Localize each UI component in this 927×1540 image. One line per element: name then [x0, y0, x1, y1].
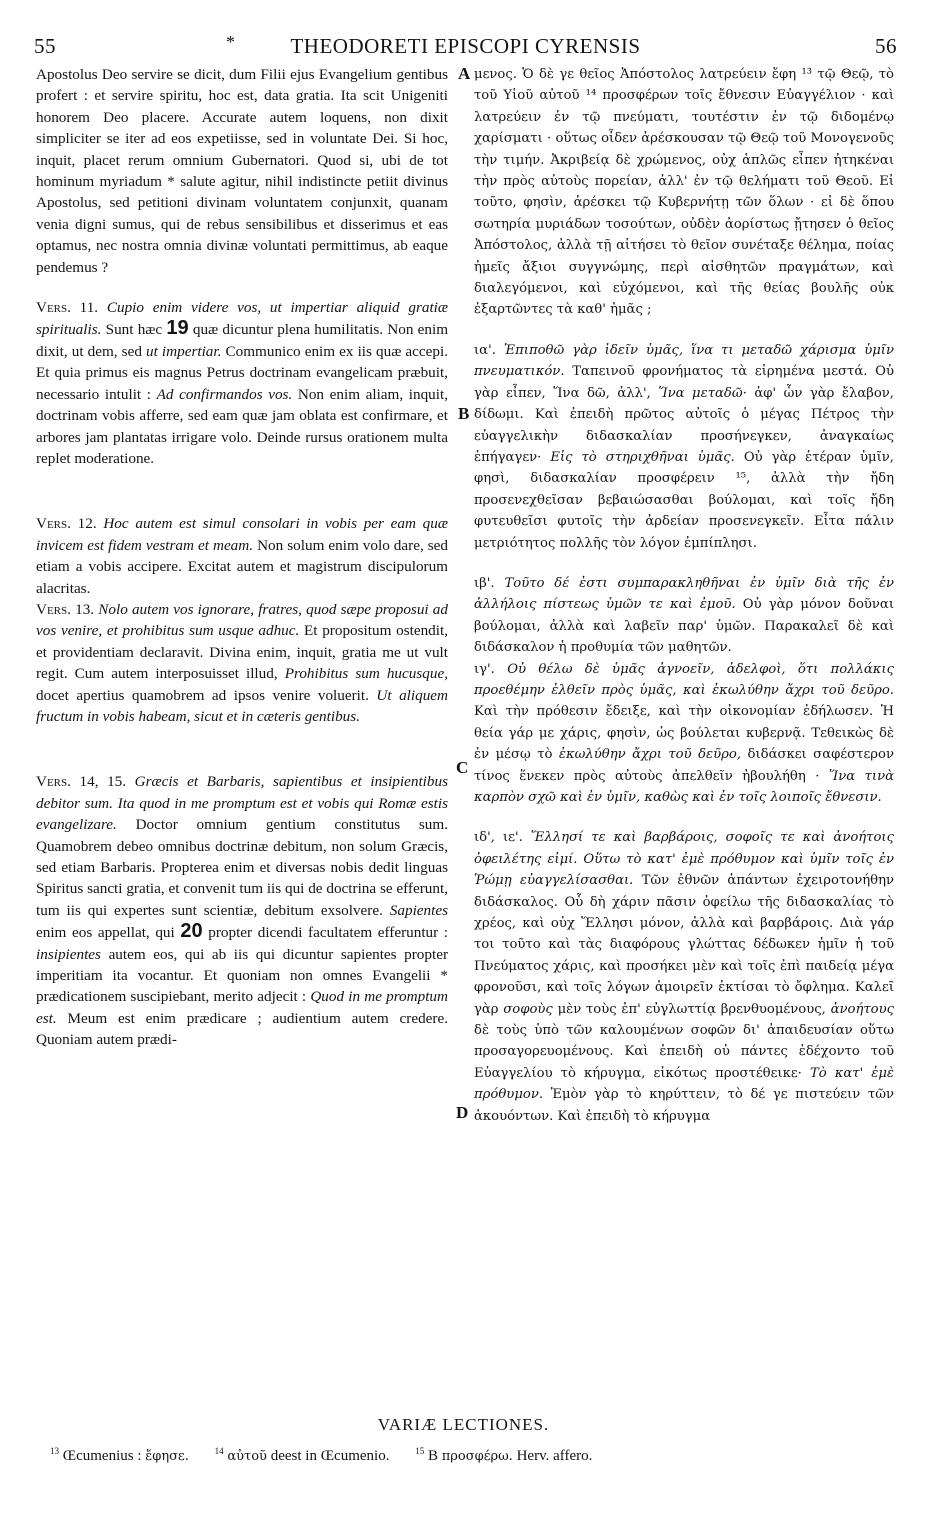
greek-verse-13 [474, 659, 894, 809]
scripture-quote: insipientes [36, 945, 101, 963]
greek-verse-14-15 [474, 827, 894, 1127]
scripture-quote: Sapientes [389, 901, 449, 919]
commentary-text: propter dicendi facultatem efferuntur : [208, 924, 449, 942]
verse-label: Vers. 13. [36, 600, 95, 618]
verse-label: ιγ'. [474, 661, 495, 677]
footnote-number: 13 [50, 1446, 59, 1456]
greek-verse-11 [474, 340, 894, 554]
footnote-13 [50, 1448, 193, 1464]
scripture-quote: Οὐ θέλω δὲ ὑμᾶς ἀγνοεῖν, ἀδελφοὶ, ὅτι πολλάκις προεθέμην ἐλθεῖν πρὸς ὑμᾶς, καὶ ἐκωλύθην ἄχρι τοῦ δεῦρο. [474, 661, 894, 698]
latin-verse-13 [36, 599, 448, 727]
commentary-text: Τῶν ἐθνῶν ἁπάντων ἐχειροτονήθην διδάσκαλος. Οὗ δὴ χάριν πᾶσιν ὀφείλω τῆς διδασκαλίας τὸ χρέος, καὶ οὐχ Ἕλλησι μόνον, ἀλλὰ καὶ βαρβάροις. Διὰ γάρ τοι τοῦτο καὶ τὰς διαφόρους γλώττας δέδωκεν ἡμῖν ἡ τοῦ Πνεύματος χάρις, καὶ προσήκει μὲν καὶ τοῖς ἐπὶ παιδείᾳ μέγα φρονοῦσι, καὶ τοῖς λόγων ἀμοιρεῖν ἐκτίσαι τὸ ὄφλημα. Καλεῖ γὰρ [474, 873, 894, 1017]
scripture-quote: Εἰς τὸ στηριχθῆναι ὑμᾶς. [550, 449, 735, 465]
commentary-text: autem eos, qui ab iis qui dicuntur sapientes propter imperitiam ita vocantur. Et quoniam non omnes Evangelii * prædicationem suscipiebant, merito adjecit : [36, 945, 449, 1006]
scripture-quote: Prohibitus sum hucusque, [284, 665, 448, 683]
commentary-text: Non enim aliam, inquit, doctrinam vobis afferre, sed eam quæ jam oblata est confirmare, et arbores jam plantatas irrigare volo. Deinde rursus orationem multa replet moderatione. [36, 385, 448, 467]
commentary-text: Ἐμὸν γὰρ τὸ κηρύττειν, τὸ δέ γε πιστεύειν τῶν ἀκουόντων. Καὶ ἐπειδὴ τὸ κήρυγμα [474, 1087, 894, 1124]
verse-label: Vers. 12. [36, 515, 97, 533]
commentary-text: Καὶ τὴν πρόθεσιν ἔδειξε, καὶ τὴν οἰκονομίαν ἐδήλωσεν. Ἡ θεία γάρ με χάρις, φησὶν, ὡς βούλεται κυβερνᾷ. Τεθεικὼς δὲ ἐν μέσῳ τὸ [474, 704, 894, 763]
latin-column [36, 64, 448, 1051]
variae-lectiones-heading: VARIÆ LECTIONES. [377, 1415, 550, 1434]
footnote-15 [415, 1448, 592, 1464]
footnote-text: Œcumenius : [62, 1448, 142, 1464]
column-number: 19 [166, 317, 189, 340]
scripture-quote: Nolo autem vos ignorare, fratres, quod sæpe proposui ad vos venire, et prohibitus sum usque adhuc. [36, 600, 448, 640]
commentary-text: διδάσκει σαφέστερον τίνος ἕνεκεν πρὸς αὐτοὺς ἀπελθεῖν ἠβουλήθη · [474, 747, 894, 784]
header-ornament: * [226, 32, 236, 52]
page-number-right: 56 [875, 34, 897, 58]
verse-label: ια'. [474, 342, 496, 358]
footnote-14 [215, 1448, 394, 1464]
footnote-text: Herv. affero. [516, 1448, 593, 1464]
scripture-quote: ἀνοήτους [830, 1001, 894, 1017]
scripture-quote: σοφοὺς [503, 1001, 553, 1017]
verse-label: Vers. 11. [36, 299, 99, 317]
commentary-text: Οὐ γὰρ ἑτέραν ὑμῖν, φησὶ, διδασκαλίαν προσφέρειν ¹⁵, ἀλλὰ τὴν ἤδη προσενεχθεῖσαν βεβαιώσασθαι βούλομαι, καὶ τοῖς ἤδη φυτευθεῖσι φυτοῖς τὴν ἀρδείαν προσενεγκεῖν. Εἶτα πάλιν μετριότητος πολλῆς τὸν λόγον ἐμπίπλησι. [474, 449, 894, 551]
scripture-quote: Græcis et Barbaris, sapientibus et insipientibus debitor sum. Ita quod in me promptum est et vobis qui Romæ estis evangelizare. [36, 773, 448, 834]
footnote-text: B [427, 1448, 438, 1464]
margin-letter-b: B [458, 404, 470, 423]
scripture-quote: ἐκωλύθην ἄχρι τοῦ δεῦρο, [558, 747, 742, 763]
commentary-text: ἀφ' ὧν γὰρ ἔλαβον, δίδωμι. Καὶ ἐπειδὴ πρῶτος αὐτοῖς ὁ μέγας Πέτρος τὴν εὐαγγελικὴν διδασκαλίαν προσήνεγκεν, ἀναγκαίως ἐπήγαγεν· [474, 385, 895, 465]
greek-paragraph-intro: μενος. Ὁ δὲ γε θεῖος Ἀπόστολος λατρεύειν ἔφη ¹³ τῷ Θεῷ, τὸ τοῦ Υἱοῦ αὐτοῦ ¹⁴ προσφέρων τοῖς ἔθνεσιν Εὐαγγέλιον · καὶ λατρεύειν ἐν τῷ πνεύματι, τουτέστιν ἐν τῷ διδομένῳ χαρίσματι · οὕτως οἶδεν ἀρέσκουσαν τῷ Θεῷ τοῦ Μονογενοῦς τὴν τιμήν. Ἀκριβείᾳ δὲ χρώμενος, οὐχ ἁπλῶς εἶπεν ἠτηκέναι τὴν πρὸς αὐτοὺς πορείαν, ἀλλ' ἐν τῷ θελήματι τοῦ Θεοῦ. Εἰ τοῦτο, φησὶν, ἀρέσκει τῷ Κυβερνήτῃ τῶν ὅλων · εἰ δὲ ὅπου σωτηρία μυριάδων τοσούτων, οὐδὲν ἀορίστως ᾔτησεν ὁ θεῖος Ἀπόστολος, ἀλλὰ τῇ αἰτήσει τὸ θεῖον συνέταξε θέλημα, ποίας ἡμεῖς ἄξιοι συγγνώμης, περὶ αἰσθητῶν πραγμάτων, καὶ διαλεγόμενοι, καὶ εὐχόμενοι, καὶ τῆς θείας βουλῆς οὐκ ἐξαρτῶντες τὰ καθ' ἡμᾶς ; [474, 67, 894, 318]
footnote-greek: προσφέρω. [441, 1449, 513, 1464]
scripture-quote: Ἕλλησί τε καὶ βαρβάροις, σοφοῖς τε καὶ ἀνοήτοις ὀφειλέτης εἰμί. Οὕτω τὸ κατ' ἐμὲ πρόθυμον καὶ ὑμῖν τοῖς ἐν Ῥώμῃ εὐαγγελίσασθαι. [474, 830, 894, 889]
commentary-text: Doctor omnium gentium constitutus sum. Quamobrem debeo omnibus doctrinæ debitum, non solum Græcis, sed etiam Barbaris. Propterea enim et diversas nobis dedit linguas Spiritus sancti gratia, et convenit tum iis qui de doctrina se efferunt, tum iis qui expertes sunt scientiæ, debitum exsolvere. [36, 816, 448, 919]
commentary-text: Sunt hæc [105, 321, 163, 339]
footnotes [50, 1446, 910, 1465]
running-title: THEODORETI EPISCOPI CYRENSIS [290, 34, 641, 58]
footnote-greek: αὐτοῦ [227, 1449, 267, 1464]
commentary-text: Communico enim ex iis quæ accepi. Et quia primus eis magnus Petrus doctrinam evangelicam præbuit, necessario intulit : [36, 342, 448, 403]
commentary-text: quæ dicuntur plena humilitatis. Non enim dixit, ut dem, sed [36, 321, 449, 360]
scripture-quote: ut impertiar. [146, 342, 222, 360]
scripture-quote: Ἵνα τινὰ καρπὸν σχῶ καὶ ἐν ὑμῖν, καθὼς καὶ ἐν τοῖς λοιποῖς ἔθνεσιν. [474, 768, 894, 805]
scripture-quote: Ἐπιποθῶ γὰρ ἰδεῖν ὑμᾶς, ἵνα τι μεταδῶ χάρισμα ὑμῖν πνευματικόν. [474, 342, 894, 380]
verse-label: ιδ', ιε'. [474, 830, 523, 846]
footnote-number: 14 [214, 1446, 224, 1456]
footnote-greek: ἔφησε. [145, 1449, 189, 1464]
verse-label: Vers. 14, 15. [36, 773, 127, 791]
verse-label: ιβ'. [474, 575, 495, 591]
commentary-text: μὲν τοὺς ἐπ' εὐγλωττίᾳ βρενθυομένους, [557, 1001, 826, 1017]
commentary-text: enim eos appellat, qui [36, 924, 175, 942]
commentary-text: δὲ τοὺς ὑπὸ τῶν καλουμένων σοφῶν δι' ἀπαιδευσίαν οὕτω προσαγορευομένους. Καὶ ἐπειδὴ οὐ πάντες ἐδέχοντο τοῦ Εὐαγγελίου τὸ κήρυγμα, εἰκότως προστέθεικε· [474, 1023, 894, 1081]
commentary-text: Ταπεινοῦ φρονήματος τὰ εἰρημένα μεστά. Οὐ γὰρ εἶπεν, Ἵνα δῶ, ἀλλ', [474, 364, 894, 401]
footnote-number: 15 [415, 1446, 425, 1456]
scripture-quote: Cupio enim videre vos, ut impertiar aliquid gratiæ spiritualis. [36, 299, 449, 339]
page-header [34, 34, 897, 64]
latin-verse-14-15 [36, 771, 448, 1050]
scripture-quote: Τοῦτο δέ ἐστι συμπαρακληθῆναι ἐν ὑμῖν διὰ τῆς ἐν ἀλλήλοις πίστεως ὑμῶν τε καὶ ἐμοῦ. [474, 575, 894, 613]
scripture-quote: Ad confirmandos vos. [156, 385, 293, 403]
commentary-text: Meum est enim prædicare ; audientium autem credere. Quoniam autem prædi- [36, 1009, 448, 1049]
margin-letter-a: A [458, 64, 471, 83]
latin-verse-12 [36, 513, 448, 599]
commentary-text: Et propositum ostendit, et providentiam declaravit. Divina enim, inquit, gratia me ut vult regit. Cum autem interposuisset illud, [36, 622, 448, 683]
scripture-quote: Ἵνα μεταδῶ· [658, 385, 747, 401]
scripture-quote: Hoc autem est simul consolari in vobis per eam quæ invicem est fidem vestram et meam. [36, 515, 448, 554]
scripture-quote: Τὸ κατ' ἐμὲ πρόθυμον. [474, 1065, 894, 1103]
footnote-text: deest in Œcumenio. [270, 1448, 390, 1464]
latin-verse-11 [36, 297, 448, 469]
greek-column [474, 64, 894, 1127]
commentary-text: Οὐ γὰρ μόνον δοῦναι βούλομαι, ἀλλὰ καὶ λαβεῖν παρ' ὑμῶν. Παρακαλεῖ δὲ καὶ διδάσκαλον ἡ προθυμία τῶν μαθητῶν. [474, 597, 894, 656]
margin-letter-d: D [456, 1103, 469, 1122]
scripture-quote: Quod in me promptum est. [36, 988, 448, 1027]
margin-letter-c: C [456, 758, 469, 777]
commentary-text: docet apertius quamobrem ad ipsos venire voluerit. [36, 686, 369, 704]
greek-verse-12 [474, 573, 894, 659]
latin-paragraph-intro: Apostolus Deo servire se dicit, dum Filii ejus Evangelium gentibus profert : et servire spiritu, hoc est, data gratia. Ita scit Unigeniti honorem Deo placere. Accurate autem loquens, non dixit simpliciter se iter ad eos expetiisse, sed in voluntate Dei. Si hoc, inquit, placet rerum omnium Gubernatori. Quod si, ubi de tot hominum myriadum * salute agitur, nihil indistincte petiit divinus Apostolus, sed petitioni divinam voluntatem conjunxit, quanam venia digni sumus, qui de rebus sensibilibus et disserimus et eas optamus, nec nostra omnia divinæ voluntati permittimus, ab eaque pendemus ? [36, 66, 448, 276]
commentary-text: Non solum enim volo dare, sed etiam a vobis accipere. Excitat autem et magistrum discipulorum alacritas. [36, 536, 449, 597]
column-number: 20 [180, 920, 203, 943]
scripture-quote: Ut aliquem fructum in vobis habeam, sicut et in cæteris gentibus. [36, 686, 448, 725]
page-number-left: 55 [34, 34, 56, 58]
